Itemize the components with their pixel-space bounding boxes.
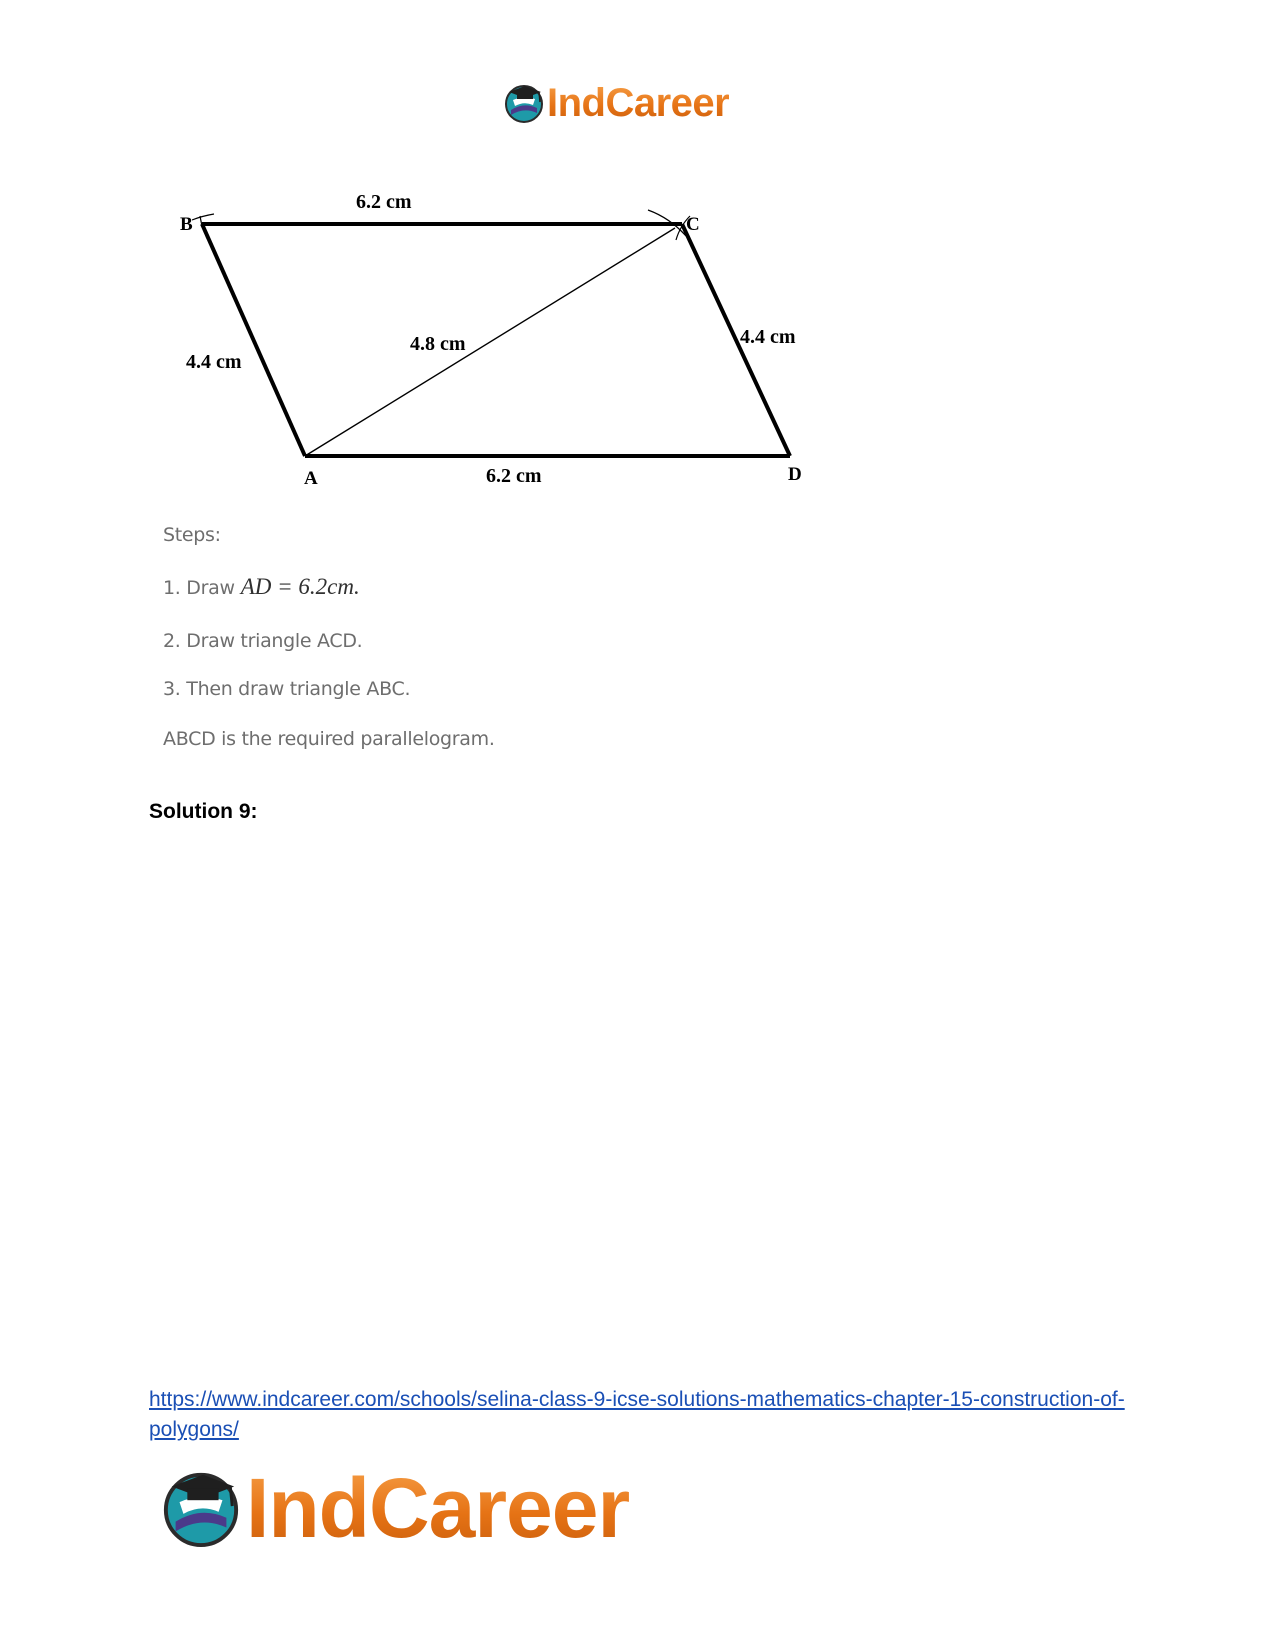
side-bc-label: 6.2 cm — [356, 191, 412, 213]
vertex-d-label: D — [788, 464, 802, 485]
vertex-c-label: C — [686, 214, 700, 235]
parallelogram-diagram — [170, 186, 830, 496]
source-link[interactable]: https://www.indcareer.com/schools/selina-class-9-icse-solutions-mathematics-chapter-15-construction-of-polygons/ — [149, 1388, 1125, 1441]
vertex-b-label: B — [180, 214, 193, 235]
construction-arc-b — [192, 214, 214, 220]
step-1-text: 1. Draw — [163, 577, 235, 599]
footer-logo — [160, 1460, 630, 1555]
brand-name: IndCareer — [547, 80, 730, 125]
side-ad-label: 6.2 cm — [486, 465, 542, 487]
header-logo — [503, 80, 729, 126]
step-2: 2. Draw triangle ACD. — [163, 630, 363, 652]
brand-name: IndCareer — [246, 1460, 630, 1555]
graduation-globe-icon — [160, 1467, 242, 1549]
diagonal-ac — [305, 228, 675, 456]
step-1 — [163, 574, 360, 600]
vertex-a-label: A — [304, 468, 318, 489]
side-ab-label: 4.4 cm — [186, 351, 242, 373]
side-cd-label: 4.4 cm — [740, 326, 796, 348]
step-3: 3. Then draw triangle ABC. — [163, 678, 411, 700]
conclusion-text: ABCD is the required parallelogram. — [163, 728, 495, 750]
steps-heading: Steps: — [163, 524, 221, 546]
graduation-globe-icon — [503, 82, 545, 124]
diagonal-ac-label: 4.8 cm — [410, 333, 466, 355]
side-ab — [202, 224, 305, 456]
solution-heading: Solution 9: — [149, 800, 258, 823]
step-1-math: AD = 6.2cm. — [240, 574, 360, 599]
